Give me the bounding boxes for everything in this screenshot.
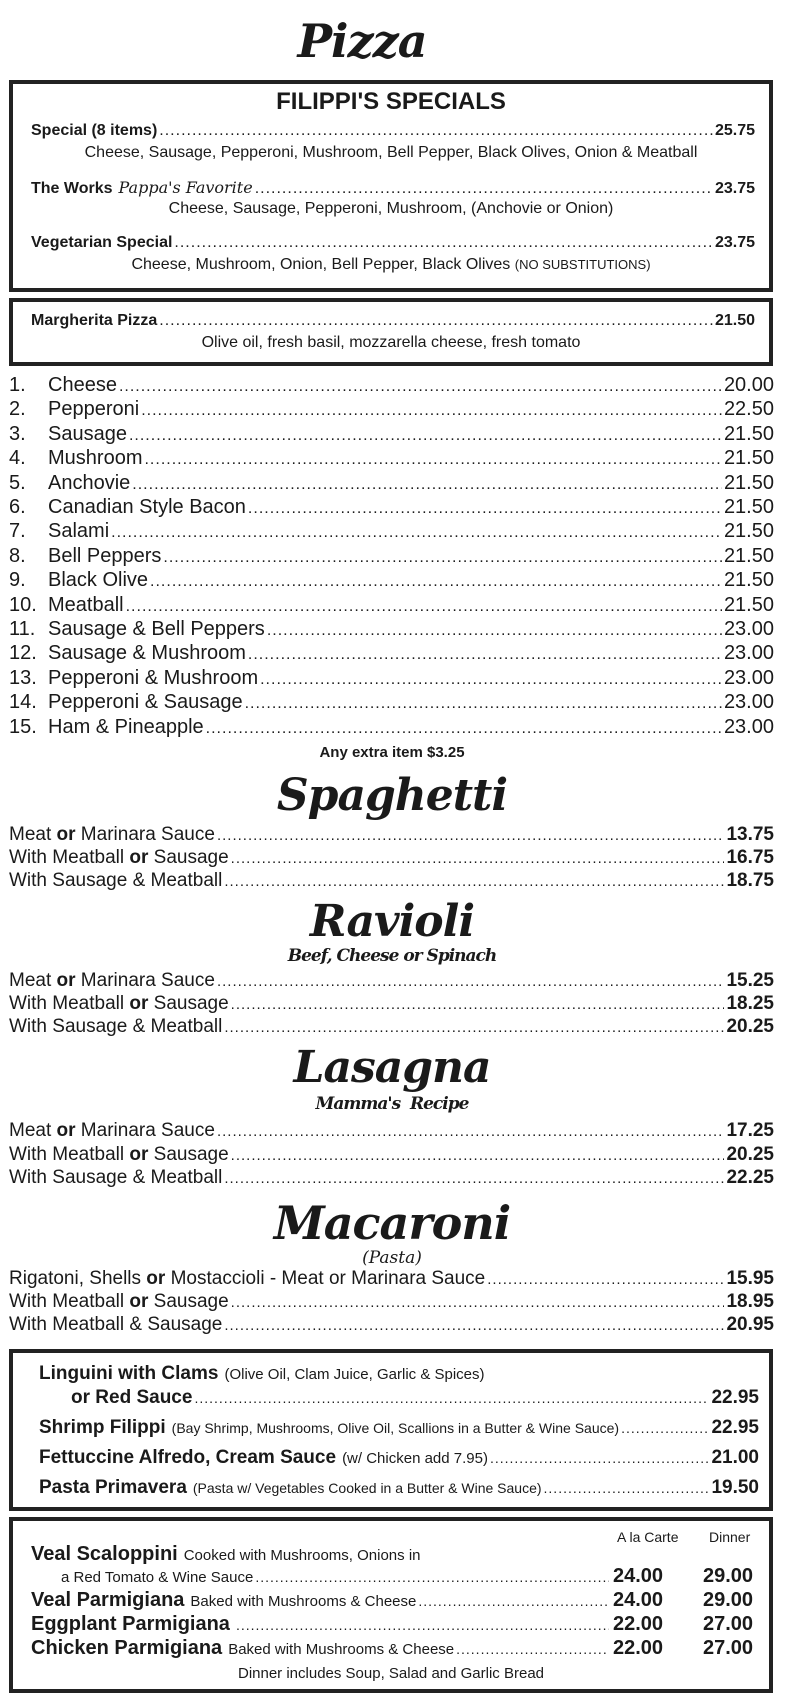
item-number: 5.	[9, 471, 26, 494]
item-description: Cooked with Mushrooms, Onions in	[183, 1547, 421, 1564]
lasagna-list-item	[9, 1167, 774, 1189]
item-number: 4.	[9, 447, 26, 470]
pasta-item-linguini	[39, 1363, 759, 1385]
leader-dots	[224, 1019, 724, 1036]
item-price: 15.95	[726, 1268, 774, 1289]
item-number: 11.	[9, 618, 36, 640]
item-description: (w/ Chicken add 7.95)	[342, 1450, 488, 1467]
item-name: Cheese	[48, 374, 117, 396]
item-price: 20.25	[726, 1016, 774, 1037]
item-name: Eggplant Parmigiana	[31, 1613, 230, 1635]
price-a-la-carte: 24.00	[613, 1565, 664, 1587]
name-or: or	[129, 1143, 149, 1165]
extra-item-note: Any extra item $3.25	[319, 744, 465, 761]
item-price: 23.00	[723, 618, 774, 640]
item-price: 17.25	[726, 1120, 774, 1141]
item-name	[9, 1268, 485, 1290]
pizza-list-item	[9, 618, 774, 641]
item-number: 9.	[9, 569, 26, 592]
item-price: 19.50	[711, 1477, 759, 1498]
name-part: With Meatball	[9, 993, 130, 1014]
special-item-vegetarian	[31, 234, 755, 252]
leader-dots	[129, 427, 722, 445]
pizza-list-item	[9, 447, 774, 470]
item-name: Veal Scaloppini	[31, 1543, 178, 1565]
leader-dots	[224, 1170, 724, 1187]
macaroni-section-title: Macaroni	[273, 1196, 511, 1250]
leader-dots	[231, 1294, 725, 1311]
macaroni-list-item	[9, 1291, 774, 1313]
spaghetti-list-item	[9, 824, 774, 846]
pasta-item-fettuccine	[39, 1447, 759, 1469]
item-description-cont: a Red Tomato & Wine Sauce	[61, 1569, 254, 1586]
price-dinner: 27.00	[703, 1613, 754, 1635]
leader-dots	[159, 122, 713, 140]
leader-dots	[248, 500, 722, 518]
spaghetti-section-title: Spaghetti	[276, 770, 508, 821]
specials-heading: FILIPPI'S SPECIALS	[276, 88, 506, 115]
item-number: 3.	[9, 422, 26, 445]
name-part: With Meatball & Sausage	[9, 1314, 223, 1335]
margherita-box	[9, 298, 773, 366]
item-price: 13.75	[726, 824, 774, 845]
item-price: 22.50	[723, 398, 774, 421]
leader-dots	[217, 1123, 725, 1140]
leader-dots	[141, 402, 722, 420]
item-price: 25.75	[714, 122, 755, 139]
item-price: 23.00	[723, 715, 774, 738]
item-name: Fettuccine Alfredo, Cream Sauce	[39, 1447, 337, 1468]
item-number: 1.	[9, 374, 26, 396]
item-name: Pepperoni & Mushroom	[48, 666, 259, 689]
name-part: Mostaccioli - Meat or Marinara Sauce	[165, 1268, 486, 1289]
name-part: With Meatball	[9, 847, 130, 868]
leader-dots	[159, 312, 713, 330]
price-a-la-carte: 22.00	[613, 1613, 664, 1635]
lasagna-subtitle: Mamma's Recipe	[315, 1094, 469, 1114]
desc-text: Cheese, Mushroom, Onion, Bell Pepper, Black Olives	[131, 256, 511, 273]
item-price: 16.75	[726, 847, 774, 868]
entree-veal-parmigiana	[31, 1589, 611, 1612]
item-name: Shrimp Filippi	[39, 1417, 166, 1438]
item-description: Cheese, Sausage, Pepperoni, Mushroom, (Anchovie or Onion)	[168, 200, 614, 217]
item-name	[9, 1120, 215, 1142]
special-item-8-items	[31, 122, 755, 140]
name-or: or	[129, 847, 149, 868]
name-part: Sausage	[148, 847, 229, 868]
leader-dots	[111, 524, 722, 542]
item-number: 10.	[9, 593, 37, 616]
leader-dots	[217, 973, 725, 990]
pasta-item-linguini-line2	[71, 1387, 759, 1409]
pizza-list-item	[9, 716, 774, 739]
item-name	[9, 993, 229, 1015]
item-name	[9, 1144, 229, 1166]
pizza-list-item	[9, 423, 774, 446]
spaghetti-list-item	[9, 847, 774, 869]
item-price: 21.50	[723, 593, 774, 616]
macaroni-list-item	[9, 1314, 774, 1336]
col-header-dinner: Dinner	[709, 1529, 751, 1545]
price-dinner: 29.00	[703, 1565, 754, 1587]
item-name: Sausage	[48, 422, 127, 445]
leader-dots	[126, 598, 722, 616]
leader-dots	[119, 378, 722, 396]
pizza-list-item	[9, 642, 774, 665]
item-name: Bell Peppers	[48, 544, 162, 567]
item-name	[9, 870, 222, 892]
price-a-la-carte: 24.00	[613, 1589, 664, 1611]
item-name: Salami	[48, 520, 110, 543]
name-or: or	[129, 1291, 149, 1312]
leader-dots	[490, 1450, 709, 1466]
item-price: 18.95	[726, 1291, 774, 1312]
item-price: 20.00	[723, 374, 774, 396]
leader-dots	[487, 1271, 724, 1288]
name-part: Marinara Sauce	[75, 970, 215, 991]
pizza-list-item	[9, 569, 774, 592]
item-price: 21.50	[723, 520, 774, 543]
name-part: With Sausage & Meatball	[9, 1016, 223, 1037]
leader-dots	[236, 1617, 609, 1633]
item-name: Ham & Pineapple	[48, 715, 204, 738]
entree-veal-scaloppini-line2	[61, 1569, 611, 1586]
item-name: Sausage & Mushroom	[48, 642, 246, 665]
desc-note: (NO SUBSTITUTIONS)	[514, 257, 651, 272]
name-or: or	[146, 1268, 166, 1289]
item-number: 6.	[9, 496, 26, 518]
leader-dots	[267, 622, 722, 640]
item-description: (Pasta w/ Vegetables Cooked in a Butter & Wine Sauce)	[192, 1480, 542, 1496]
leader-dots	[144, 451, 721, 469]
item-subtitle: Pappa's Favorite	[118, 178, 253, 197]
item-price: 15.25	[726, 970, 774, 991]
entree-chicken-parmigiana	[31, 1637, 611, 1660]
name-part: Meat	[9, 1120, 57, 1141]
ravioli-list-item	[9, 993, 774, 1015]
item-price: 21.50	[723, 447, 774, 470]
special-item-the-works	[31, 178, 755, 198]
macaroni-list-item	[9, 1268, 774, 1290]
item-name: Special (8 items)	[31, 122, 158, 139]
leader-dots	[217, 827, 725, 844]
item-name	[9, 1291, 229, 1313]
pizza-list-item	[9, 398, 774, 421]
leader-dots	[224, 873, 724, 890]
pizza-list-item	[9, 594, 774, 617]
item-description	[13, 256, 769, 274]
leader-dots	[163, 549, 722, 567]
item-name: Mushroom	[48, 447, 143, 470]
price-a-la-carte: 22.00	[613, 1637, 664, 1659]
name-part: Sausage	[148, 993, 229, 1014]
item-name	[9, 1016, 222, 1038]
entrees-box	[9, 1517, 773, 1693]
leader-dots	[544, 1480, 710, 1496]
name-part: Marinara Sauce	[75, 1120, 215, 1141]
ravioli-list-item	[9, 1016, 774, 1038]
spaghetti-list-item	[9, 870, 774, 892]
item-number: 12.	[9, 642, 37, 665]
name-part: With Meatball	[9, 1143, 130, 1165]
leader-dots	[231, 850, 725, 867]
item-price: 21.00	[711, 1447, 759, 1468]
item-price: 20.95	[726, 1314, 774, 1335]
specials-box	[9, 80, 773, 292]
ravioli-section-title: Ravioli	[309, 896, 475, 947]
item-name: Chicken Parmigiana	[31, 1637, 223, 1659]
item-price: 20.25	[726, 1143, 774, 1165]
price-dinner: 29.00	[703, 1589, 754, 1611]
leader-dots	[621, 1420, 709, 1436]
item-description: (Olive Oil, Clam Juice, Garlic & Spices)	[224, 1366, 485, 1383]
item-description: Baked with Mushrooms & Cheese	[190, 1593, 417, 1610]
item-description: Olive oil, fresh basil, mozzarella cheese, fresh tomato	[201, 334, 581, 351]
leader-dots	[231, 1147, 725, 1164]
name-or: or	[56, 1120, 76, 1141]
item-price: 21.50	[723, 496, 774, 518]
item-price: 21.50	[723, 422, 774, 445]
pizza-list-item	[9, 520, 774, 543]
name-or: or	[129, 993, 149, 1014]
item-name: Pepperoni	[48, 398, 140, 421]
leader-dots	[418, 1593, 609, 1609]
name-part: With Sausage & Meatball	[9, 870, 223, 891]
name-part: Meat	[9, 970, 57, 991]
item-name: Canadian Style Bacon	[48, 496, 246, 518]
item-name: Pasta Primavera	[39, 1477, 187, 1498]
item-name-cont: or Red Sauce	[71, 1387, 193, 1408]
item-description: (Bay Shrimp, Mushrooms, Olive Oil, Scallions in a Butter & Wine Sauce)	[171, 1420, 620, 1436]
name-part: Marinara Sauce	[75, 824, 215, 845]
name-part: Sausage	[148, 1291, 229, 1312]
item-name	[9, 1314, 222, 1336]
pasta-specials-box	[9, 1349, 773, 1511]
item-price: 21.50	[723, 569, 774, 592]
item-name: Pepperoni & Sausage	[48, 691, 243, 714]
macaroni-subtitle: (Pasta)	[362, 1248, 422, 1268]
entrees-footer-note: Dinner includes Soup, Salad and Garlic Bread	[237, 1665, 544, 1682]
leader-dots	[174, 234, 713, 252]
item-price: 21.50	[714, 312, 755, 329]
item-price: 18.25	[726, 993, 774, 1014]
lasagna-list-item	[9, 1144, 774, 1166]
name-part: Meat	[9, 824, 57, 845]
leader-dots	[255, 180, 713, 198]
ravioli-list-item	[9, 970, 774, 992]
entree-veal-scaloppini	[31, 1543, 421, 1566]
pizza-list-item	[9, 691, 774, 714]
item-description: Baked with Mushrooms & Cheese	[228, 1641, 455, 1658]
item-description: Cheese, Sausage, Pepperoni, Mushroom, Bell Pepper, Black Olives, Onion & Meatball	[84, 144, 698, 161]
name-part: With Meatball	[9, 1291, 130, 1312]
name-or: or	[56, 824, 76, 845]
item-price: 23.00	[723, 642, 774, 665]
item-name: Linguini with Clams	[39, 1363, 219, 1384]
name-part: Rigatoni, Shells	[9, 1268, 147, 1289]
item-price: 22.25	[726, 1167, 774, 1188]
col-header-a-la-carte: A la Carte	[617, 1529, 679, 1545]
item-name: Veal Parmigiana	[31, 1589, 185, 1611]
leader-dots	[245, 695, 722, 713]
pizza-list-item	[9, 496, 774, 519]
item-number: 8.	[9, 544, 26, 567]
item-price: 23.75	[714, 180, 755, 197]
item-name	[9, 824, 215, 846]
item-name: Black Olive	[48, 569, 149, 592]
item-price: 22.95	[711, 1417, 759, 1438]
item-name	[9, 847, 229, 869]
leader-dots	[255, 1569, 609, 1585]
pizza-list-item	[9, 545, 774, 568]
item-name: Margherita Pizza	[31, 312, 158, 329]
item-number: 14.	[9, 691, 37, 714]
item-number: 13.	[9, 666, 37, 689]
leader-dots	[260, 671, 722, 689]
lasagna-section-title: Lasagna	[293, 1042, 491, 1093]
item-price: 22.95	[711, 1387, 759, 1408]
item-name: Anchovie	[48, 471, 131, 494]
leader-dots	[206, 720, 722, 738]
item-number: 2.	[9, 398, 26, 421]
item-price: 23.75	[714, 234, 755, 251]
item-name: Sausage & Bell Peppers	[48, 618, 265, 640]
pizza-list-item	[9, 667, 774, 690]
item-price: 21.50	[723, 544, 774, 567]
name-part: Sausage	[148, 1143, 229, 1165]
leader-dots	[224, 1317, 724, 1334]
pizza-section-title: Pizza	[297, 14, 427, 68]
pasta-item-primavera	[39, 1477, 759, 1499]
margherita-item	[31, 312, 755, 330]
item-name	[9, 970, 215, 992]
item-name: Vegetarian Special	[31, 234, 173, 251]
pasta-item-shrimp-filippi	[39, 1417, 759, 1439]
pizza-list-item	[9, 374, 774, 397]
entree-eggplant-parmigiana	[31, 1613, 611, 1636]
item-price: 18.75	[726, 870, 774, 891]
leader-dots	[456, 1641, 609, 1657]
item-name: Meatball	[48, 593, 124, 616]
price-dinner: 27.00	[703, 1637, 754, 1659]
item-price: 21.50	[723, 471, 774, 494]
leader-dots	[132, 476, 722, 494]
leader-dots	[231, 996, 725, 1013]
pizza-list-item	[9, 472, 774, 495]
item-name: The Works	[31, 180, 113, 197]
ravioli-subtitle: Beef, Cheese or Spinach	[287, 946, 497, 966]
leader-dots	[150, 573, 722, 591]
name-part: With Sausage & Meatball	[9, 1167, 223, 1188]
leader-dots	[248, 646, 722, 664]
lasagna-list-item	[9, 1120, 774, 1142]
name-or: or	[56, 970, 76, 991]
leader-dots	[194, 1390, 709, 1406]
item-number: 15.	[9, 715, 37, 738]
item-number: 7.	[9, 520, 26, 543]
item-price: 23.00	[723, 666, 774, 689]
item-name	[9, 1167, 222, 1189]
item-price: 23.00	[723, 691, 774, 714]
